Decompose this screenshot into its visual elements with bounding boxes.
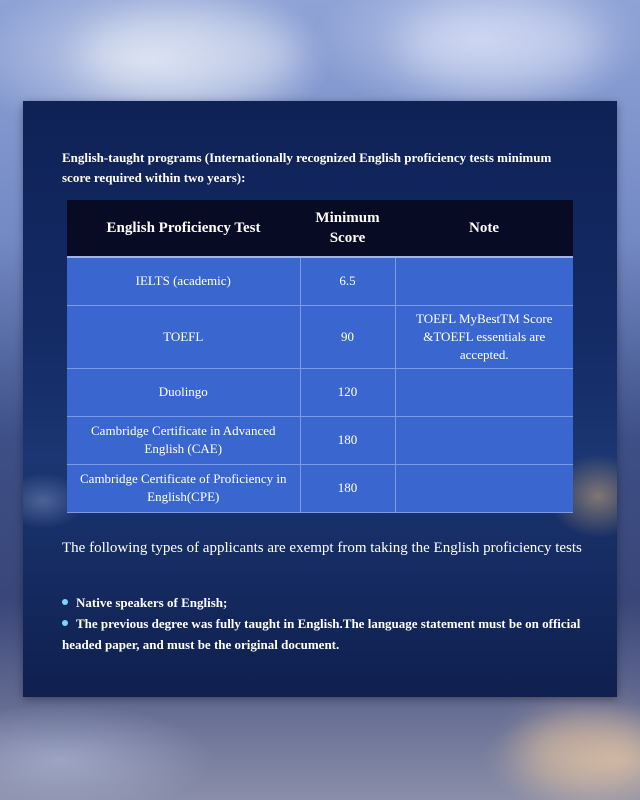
table-row <box>67 305 573 368</box>
background-blur-light <box>80 10 300 100</box>
table-row <box>67 464 573 512</box>
proficiency-table <box>67 200 573 513</box>
table-row <box>67 416 573 464</box>
background-blur-light <box>400 0 600 90</box>
cell-score: 90 <box>300 305 395 368</box>
info-card <box>23 101 617 697</box>
cell-score: 6.5 <box>300 257 395 305</box>
exempt-list <box>62 592 582 655</box>
cell-test: Duolingo <box>67 368 300 416</box>
header-note: Note <box>395 200 573 257</box>
background-blur-light <box>520 710 640 790</box>
exempt-text: The following types of applicants are exempt from taking the English proficiency tests <box>62 540 582 556</box>
cell-note <box>395 416 573 464</box>
table-row <box>67 257 573 305</box>
cell-note <box>395 464 573 512</box>
list-item <box>62 592 582 613</box>
cell-test: TOEFL <box>67 305 300 368</box>
cell-note: TOEFL MyBestTM Score &TOEFL essentials are accepted. <box>395 305 573 368</box>
cell-score: 180 <box>300 416 395 464</box>
list-item <box>62 613 582 655</box>
cell-test: Cambridge Certificate of Proficiency in English(CPE) <box>67 464 300 512</box>
table-header-row <box>67 200 573 257</box>
list-item-text: Native speakers of English; <box>76 595 228 610</box>
cell-note <box>395 368 573 416</box>
header-min-score: Minimum Score <box>300 200 395 257</box>
cell-test: Cambridge Certificate in Advanced English (CAE) <box>67 416 300 464</box>
bullet-dot-icon <box>62 620 68 626</box>
bullet-dot-icon <box>62 599 68 605</box>
intro-text: English-taught programs (Internationally recognized English proficiency tests minimum score required within two years): <box>62 150 552 185</box>
list-item-text: The previous degree was fully taught in English.The language statement must be on official headed paper, and must be the original document. <box>62 616 581 652</box>
table-row <box>67 368 573 416</box>
header-test: English Proficiency Test <box>67 200 300 257</box>
cell-note <box>395 257 573 305</box>
cell-score: 180 <box>300 464 395 512</box>
cell-test: IELTS (academic) <box>67 257 300 305</box>
cell-score: 120 <box>300 368 395 416</box>
